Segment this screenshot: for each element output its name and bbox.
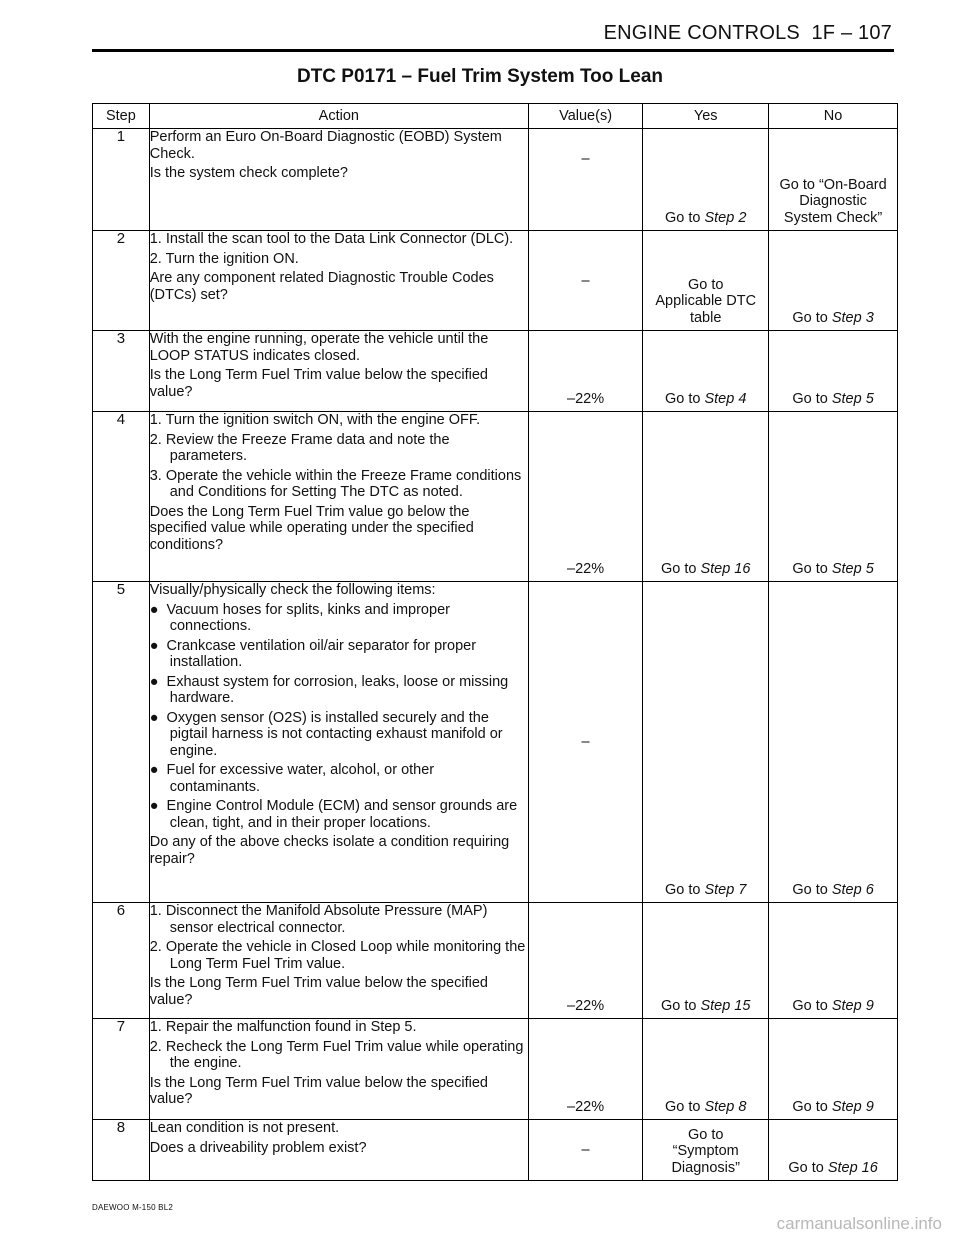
value-text: – [581,733,590,750]
action-text: Visually/physically check the following items: [149,582,436,598]
action-item: 1. Disconnect the Manifold Absolute Pressure (MAP) sensor electrical connector. [149,903,488,936]
column-header-values: Value(s) [528,104,642,129]
action-question: Does the Long Term Fuel Trim value go below the specified value while operating under the specified conditions? [149,503,474,553]
watermark: carmanualsonline.info [776,1214,942,1233]
yes-cell [643,129,769,231]
column-header-action: Action [149,104,528,129]
goto-step: Step 16 [700,560,751,577]
action-question: Is the Long Term Fuel Trim value below the specified value? [149,975,488,1008]
goto-step: Step 3 [831,309,874,326]
yes-cell [643,231,769,331]
no-link[interactable] [769,882,897,899]
action-item: 2. Recheck the Long Term Fuel Trim value while operating the engine. [149,1038,524,1071]
value-text: –22% [567,390,605,407]
value-text: –22% [567,560,605,577]
bullet-icon: ● [149,637,167,654]
action-cell [149,1120,528,1181]
table-row [93,129,898,231]
no-cell [769,412,898,582]
no-link[interactable] [769,561,897,578]
yes-cell [643,331,769,412]
table-row [93,582,898,903]
goto-step: Step 5 [831,390,874,407]
action-item: 2. Review the Freeze Frame data and note the parameters. [149,431,450,464]
action-question: Is the system check complete? [149,165,348,181]
goto-prefix: Go to [792,1098,832,1115]
no-link[interactable] [769,1099,897,1116]
step-number: 8 [93,1120,150,1181]
yes-cell [643,903,769,1019]
action-cell [149,903,528,1019]
yes-link[interactable]: Go to Applicable DTC table [655,276,757,326]
no-cell [769,1120,898,1181]
action-cell [149,331,528,412]
step-number: 1 [93,129,150,231]
bullet-icon: ● [149,601,167,618]
yes-link[interactable] [643,882,768,899]
yes-link[interactable] [643,210,768,227]
yes-cell [643,1120,769,1181]
action-item: 2. Turn the ignition ON. [149,250,299,267]
action-text: With the engine running, operate the vehicle until the LOOP STATUS indicates closed. [149,331,489,364]
goto-step: Step 16 [827,1159,878,1176]
goto-step: Step 4 [704,390,747,407]
column-header-yes: Yes [643,104,769,129]
action-item: 1. Install the scan tool to the Data Link Connector (DLC). [149,231,514,247]
no-link[interactable]: Go to “On-Board Diagnostic System Check” [779,176,887,226]
action-cell [149,582,528,903]
value-cell [528,903,642,1019]
yes-cell [643,412,769,582]
value-text: – [581,273,590,289]
checklist-item: ● Oxygen sensor (O2S) is installed securely and the pigtail harness is not contacting exhaust manifold or engine. [149,709,503,759]
step-number: 2 [93,231,150,331]
goto-step: Step 2 [704,209,747,226]
goto-prefix: Go to [788,1159,828,1176]
document-footer: DAEWOO M-150 BL2 [92,1203,174,1212]
checklist-item: ● Crankcase ventilation oil/air separator for proper installation. [149,637,477,670]
table-row [93,231,898,331]
goto-prefix: Go to [664,390,705,407]
goto-step: Step 8 [704,1098,747,1115]
step-number: 5 [93,582,150,903]
yes-cell [643,1019,769,1120]
goto-prefix: Go to [792,881,832,898]
no-link[interactable] [769,391,897,408]
table-header-row [93,104,898,129]
bullet-icon: ● [149,798,167,814]
action-cell [149,1019,528,1120]
no-cell [769,231,898,331]
no-cell [769,903,898,1019]
action-cell [149,231,528,331]
goto-step: Step 7 [704,881,747,898]
no-cell [769,331,898,412]
bullet-icon: ● [149,762,167,778]
checklist-item: ● Exhaust system for corrosion, leaks, loose or missing hardware. [149,673,509,706]
yes-link[interactable]: Go to “Symptom Diagnosis” [671,1126,740,1176]
step-number: 3 [93,331,150,412]
action-cell [149,129,528,231]
column-header-step: Step [93,104,150,129]
no-link[interactable] [769,310,897,327]
goto-step: Step 15 [700,997,751,1014]
goto-prefix: Go to [792,309,832,326]
table-row [93,1120,898,1181]
value-cell [528,1120,642,1181]
goto-prefix: Go to [660,560,701,577]
action-question: Are any component related Diagnostic Trouble Codes (DTCs) set? [149,270,494,303]
value-cell [528,231,642,331]
action-item: 3. Operate the vehicle within the Freeze Frame conditions and Conditions for Setting The DTC as noted. [149,467,522,500]
step-number: 7 [93,1019,150,1120]
yes-link[interactable] [643,561,768,578]
page-header [604,22,892,45]
no-link[interactable] [769,1160,897,1177]
no-cell [769,1019,898,1120]
value-text: –22% [567,1098,605,1115]
goto-step: Step 6 [831,881,874,898]
no-link[interactable] [769,998,897,1015]
value-text: –22% [567,997,605,1014]
goto-prefix: Go to [664,1098,705,1115]
bullet-icon: ● [149,709,167,726]
value-text: – [581,1141,590,1158]
page-number: 1F – 107 [811,22,892,44]
table-row [93,331,898,412]
table-row [93,1019,898,1120]
action-question: Does a driveability problem exist? [149,1139,367,1156]
goto-step: Step 5 [831,560,874,577]
no-cell [769,582,898,903]
section-title: ENGINE CONTROLS [603,22,800,44]
diagnostic-table [92,103,898,1181]
action-question: Is the Long Term Fuel Trim value below the specified value? [149,1074,488,1107]
value-cell [528,582,642,903]
goto-prefix: Go to [664,881,705,898]
table-row [93,903,898,1019]
action-question: Is the Long Term Fuel Trim value below the specified value? [149,367,488,400]
yes-cell [643,582,769,903]
goto-prefix: Go to [792,997,832,1014]
column-header-no: No [769,104,898,129]
table-row [93,412,898,582]
value-cell [528,412,642,582]
value-cell [528,1019,642,1120]
goto-prefix: Go to [664,209,705,226]
action-item: 1. Repair the malfunction found in Step 5. [149,1019,417,1035]
yes-link[interactable] [643,391,768,408]
action-text: Lean condition is not present. [149,1120,340,1136]
checklist-item: ● Fuel for excessive water, alcohol, or other contaminants. [149,762,435,795]
goto-step: Step 9 [831,997,874,1014]
checklist-item: ● Engine Control Module (ECM) and sensor grounds are clean, tight, and in their proper locations. [149,798,518,831]
step-number: 6 [93,903,150,1019]
no-cell [769,129,898,231]
goto-prefix: Go to [792,390,832,407]
action-cell [149,412,528,582]
goto-step: Step 9 [831,1098,874,1115]
step-number: 4 [93,412,150,582]
goto-prefix: Go to [792,560,832,577]
action-text: Perform an Euro On-Board Diagnostic (EOBD) System Check. [149,129,502,162]
value-cell [528,129,642,231]
yes-link[interactable] [643,998,768,1015]
yes-link[interactable] [643,1099,768,1116]
value-cell [528,331,642,412]
action-item: 2. Operate the vehicle in Closed Loop while monitoring the Long Term Fuel Trim value. [149,939,526,972]
header-rule [92,49,894,52]
value-text: – [581,151,590,167]
action-question: Do any of the above checks isolate a condition requiring repair? [149,834,510,867]
action-item: 1. Turn the ignition switch ON, with the engine OFF. [149,412,481,428]
bullet-icon: ● [149,673,167,690]
goto-prefix: Go to [660,997,701,1014]
checklist-item: ● Vacuum hoses for splits, kinks and improper connections. [149,601,450,634]
page-title: DTC P0171 – Fuel Trim System Too Lean [296,66,664,87]
